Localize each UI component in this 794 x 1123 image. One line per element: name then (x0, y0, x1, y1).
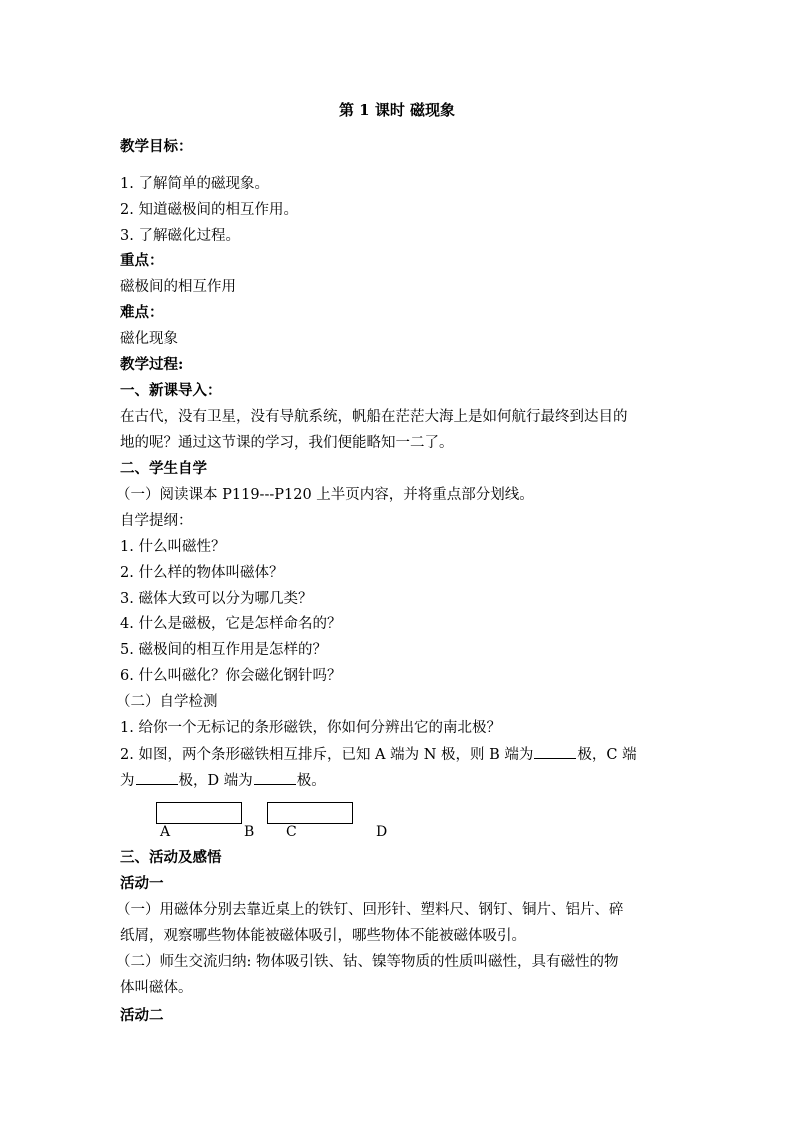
activity-1-line: 体叫磁体。 (120, 980, 193, 996)
lesson-title: 第 1 课时 磁现象 (338, 101, 456, 119)
process-heading: 教学过程: (120, 356, 184, 373)
activity-1-heading: 活动一 (120, 875, 164, 892)
outline-question: 2. 什么样的物体叫磁体？ (120, 565, 284, 581)
answer-blank-b (534, 744, 576, 759)
outline-question: 4. 什么是磁极，它是怎样命名的？ (120, 616, 342, 632)
outline-question: 5. 磁极间的相互作用是怎样的？ (120, 642, 327, 658)
difficulty-text: 磁化现象 (120, 331, 178, 347)
objective-item: 1. 了解简单的磁现象。 (120, 176, 269, 192)
answer-blank-d (254, 770, 296, 785)
activity-1-line: 纸屑，观察哪些物体能被磁体吸引，哪些物体不能被磁体吸引。 (120, 928, 526, 944)
objective-item: 2. 知道磁极间的相互作用。 (120, 202, 298, 218)
pole-label-c: C (286, 824, 297, 840)
bar-magnet-ab (156, 802, 242, 824)
question-text: 极，D 端为 (178, 773, 253, 789)
self-check-heading: （二）自学检测 (116, 694, 218, 710)
question-text: 2. 如图，两个条形磁铁相互排斥，已知 A 端为 N 极，则 B 端为 (120, 747, 534, 763)
activity-1-line: （一）用磁体分别去靠近桌上的铁钉、回形针、塑料尺、钢钉、铜片、铝片、碎 (116, 902, 624, 918)
self-check-question-2-line-1 (120, 744, 637, 765)
bar-magnet-cd (267, 802, 353, 824)
outline-question: 3. 磁体大致可以分为哪几类？ (120, 591, 313, 607)
activity-2-heading: 活动二 (120, 1007, 164, 1024)
pole-label-b: B (244, 824, 255, 840)
pole-label-d: D (376, 824, 388, 840)
objectives-heading: 教学目标： (120, 138, 193, 155)
intro-line: 地的呢？通过这节课的学习，我们便能略知一二了。 (120, 435, 454, 451)
self-check-question-1: 1. 给你一个无标记的条形磁铁，你如何分辨出它的南北极？ (120, 720, 501, 736)
self-study-heading: 二、学生自学 (120, 460, 207, 477)
key-point-text: 磁极间的相互作用 (120, 279, 236, 295)
objective-item: 3. 了解磁化过程。 (120, 228, 240, 244)
self-study-part1: （一）阅读课本 P119---P120 上半页内容，并将重点部分划线。 (116, 487, 534, 503)
pole-label-a: A (160, 824, 171, 840)
answer-blank-c (136, 770, 178, 785)
outline-question: 1. 什么叫磁性？ (120, 539, 226, 555)
self-check-question-2-line-2 (120, 770, 326, 791)
question-text: 极。 (296, 773, 326, 789)
outline-heading: 自学提纲： (120, 513, 193, 529)
activity-1-line: （二）师生交流归纳: 物体吸引铁、钴、镍等物质的性质叫磁性，具有磁性的物 (116, 954, 619, 970)
question-text: 极，C 端 (577, 747, 637, 763)
activities-heading: 三、活动及感悟 (120, 849, 222, 866)
key-point-heading: 重点： (120, 252, 164, 269)
intro-line: 在古代，没有卫星，没有导航系统，帆船在茫茫大海上是如何航行最终到达目的 (120, 409, 628, 425)
question-text: 为 (120, 773, 135, 789)
intro-heading: 一、新课导入： (120, 382, 222, 399)
outline-question: 6. 什么叫磁化？你会磁化钢针吗？ (120, 668, 342, 684)
difficulty-heading: 难点： (120, 304, 164, 321)
